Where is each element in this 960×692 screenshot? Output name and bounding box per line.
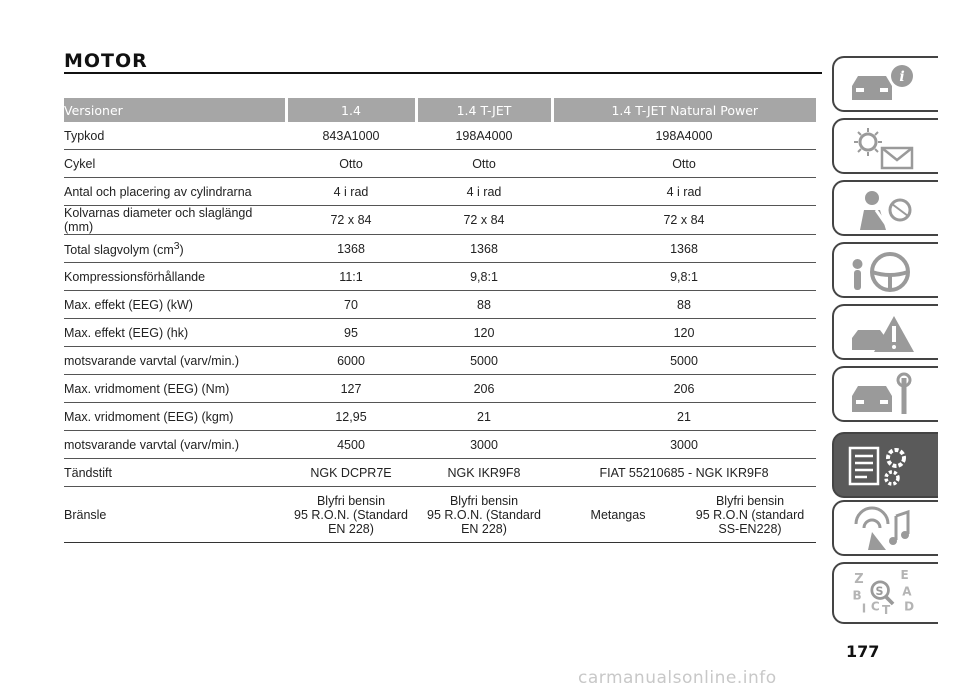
warning-emergency-icon (846, 310, 918, 358)
row-label: Max. effekt (EEG) (kW) (64, 291, 286, 319)
value-1-4: 1368 (286, 235, 416, 263)
safety-airbag-icon (846, 186, 918, 234)
table-header-row (64, 98, 816, 122)
fuel-line: Blyfri bensin (316, 493, 386, 508)
value-natural-power: 21 (552, 403, 816, 431)
tab-index[interactable] (832, 562, 938, 624)
value-tjet: 1368 (416, 235, 552, 263)
table-row (64, 206, 816, 235)
tab-multimedia[interactable] (832, 500, 938, 556)
value-natural-power-petrol (684, 487, 816, 543)
value-tjet: 3000 (416, 431, 552, 459)
table-row-fuel (64, 487, 816, 543)
alphabetical-index-icon (846, 568, 918, 616)
value-1-4: 843A1000 (286, 122, 416, 150)
technical-data-gears-icon (846, 442, 918, 490)
value-1-4: 70 (286, 291, 416, 319)
header-version-tjet: 1.4 T-JET (416, 98, 552, 122)
multimedia-music-icon (846, 506, 918, 554)
table-row (64, 291, 816, 319)
table-row (64, 431, 816, 459)
index-letter: E (900, 568, 909, 583)
value-1-4: NGK DCPR7E (286, 459, 416, 487)
index-letter: Z (854, 571, 864, 587)
steering-wheel-key-icon (846, 248, 918, 296)
tab-emergency[interactable] (832, 304, 938, 360)
index-letter: I (861, 601, 867, 616)
svg-text:i: i (899, 69, 905, 85)
row-label: Typkod (64, 122, 286, 150)
index-letter: B (852, 588, 862, 603)
fuel-line: Blyfri bensin (449, 493, 519, 508)
value-1-4: 95 (286, 319, 416, 347)
superscript: 3 (173, 240, 180, 252)
value-tjet: 206 (416, 375, 552, 403)
tab-safety[interactable] (832, 180, 938, 236)
index-letter: S (875, 584, 884, 598)
row-label: Kompressionsförhållande (64, 263, 286, 291)
watermark: carmanualsonline.info (578, 668, 777, 688)
value-tjet: 198A4000 (416, 122, 552, 150)
value-1-4: 6000 (286, 347, 416, 375)
table-row (64, 235, 816, 263)
value-natural-power: 88 (552, 291, 816, 319)
index-letter: C (870, 599, 880, 614)
table-row (64, 347, 816, 375)
value-1-4 (286, 487, 416, 543)
value-tjet: 5000 (416, 347, 552, 375)
value-tjet: 21 (416, 403, 552, 431)
value-natural-power: 120 (552, 319, 816, 347)
row-label: Kolvarnas diameter och slaglängd (mm) (64, 206, 286, 235)
value-1-4: 72 x 84 (286, 206, 416, 235)
row-label: Max. effekt (EEG) (hk) (64, 319, 286, 347)
value-natural-power: Otto (552, 150, 816, 178)
value-tjet: 88 (416, 291, 552, 319)
index-letter: T (882, 603, 891, 616)
table-row (64, 459, 816, 487)
value-natural-power: 198A4000 (552, 122, 816, 150)
value-natural-power: 72 x 84 (552, 206, 816, 235)
index-letter: D (904, 599, 915, 614)
row-label-text: Total slagvolym (cm (64, 243, 174, 258)
index-letter: A (902, 584, 912, 599)
tab-driving[interactable] (832, 242, 938, 298)
table-row (64, 263, 816, 291)
fuel-line: Blyfri bensin (715, 493, 785, 508)
value-natural-power: 3000 (552, 431, 816, 459)
row-label: Bränsle (64, 487, 286, 543)
car-maintenance-wrench-icon (846, 372, 918, 420)
table-row (64, 403, 816, 431)
row-label-end: ) (179, 243, 184, 258)
row-label: motsvarande varvtal (varv/min.) (64, 347, 286, 375)
value-1-4: 4500 (286, 431, 416, 459)
tab-maintenance[interactable] (832, 366, 938, 422)
value-tjet: Otto (416, 150, 552, 178)
value-natural-power: 5000 (552, 347, 816, 375)
value-1-4: 4 i rad (286, 178, 416, 206)
header-versions: Versioner (64, 98, 286, 122)
row-label: motsvarande varvtal (varv/min.) (64, 431, 286, 459)
value-natural-power: FIAT 55210685 - NGK IKR9F8 (552, 459, 816, 487)
tab-dashboard[interactable] (832, 118, 938, 174)
value-tjet: 72 x 84 (416, 206, 552, 235)
page-number: 177 (846, 642, 880, 661)
fuel-line: SS-EN228) (718, 521, 782, 536)
table-row (64, 150, 816, 178)
value-natural-power: 9,8:1 (552, 263, 816, 291)
row-label: Antal och placering av cylindrarna (64, 178, 286, 206)
table-row (64, 178, 816, 206)
row-label: Max. vridmoment (EEG) (Nm) (64, 375, 286, 403)
row-label (64, 235, 286, 263)
tab-technical-data[interactable] (832, 432, 938, 498)
car-info-icon (846, 62, 918, 110)
dashboard-lights-message-icon (846, 124, 918, 172)
value-1-4: 12,95 (286, 403, 416, 431)
row-label: Tändstift (64, 459, 286, 487)
value-tjet: 120 (416, 319, 552, 347)
value-tjet: 4 i rad (416, 178, 552, 206)
page-title: MOTOR (64, 50, 148, 72)
fuel-line: EN 228) (328, 521, 374, 536)
value-natural-power-gas: Metangas (552, 487, 684, 543)
value-natural-power: 206 (552, 375, 816, 403)
table-row (64, 122, 816, 150)
value-tjet (416, 487, 552, 543)
engine-spec-table (64, 98, 816, 543)
row-label: Max. vridmoment (EEG) (kgm) (64, 403, 286, 431)
fuel-line: 95 R.O.N. (Standard (427, 507, 541, 522)
title-rule (64, 72, 822, 74)
fuel-line: 95 R.O.N (standard (695, 507, 805, 522)
tab-car-info[interactable] (832, 56, 938, 112)
header-version-1-4: 1.4 (286, 98, 416, 122)
header-version-natural-power: 1.4 T-JET Natural Power (552, 98, 816, 122)
value-tjet: 9,8:1 (416, 263, 552, 291)
table-row (64, 319, 816, 347)
table-row (64, 375, 816, 403)
value-1-4: Otto (286, 150, 416, 178)
value-natural-power: 1368 (552, 235, 816, 263)
row-label: Cykel (64, 150, 286, 178)
value-tjet: NGK IKR9F8 (416, 459, 552, 487)
value-1-4: 127 (286, 375, 416, 403)
value-1-4: 11:1 (286, 263, 416, 291)
value-natural-power: 4 i rad (552, 178, 816, 206)
fuel-line: EN 228) (461, 521, 507, 536)
fuel-line: 95 R.O.N. (Standard (294, 507, 408, 522)
